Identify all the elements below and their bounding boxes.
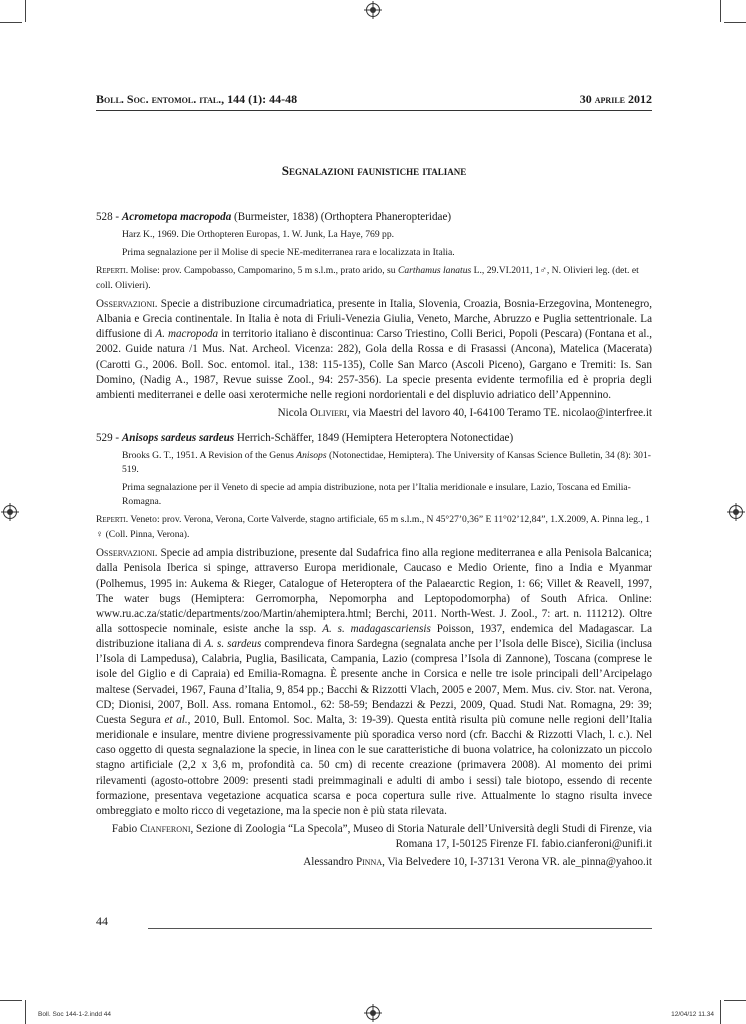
crop-mark (25, 1000, 26, 1024)
osservazioni-label: Osservazioni. (96, 297, 158, 310)
registration-mark-icon (3, 505, 17, 519)
reperti-paragraph: Reperti. Veneto: prov. Verona, Verona, Corte Valverde, stagno artificiale, 65 m s.l.m., N 45°27’0,36” E 11°02’12,84”, 1.X.2009, A. Pinna leg., 1 ♀ (Coll. Pinna, Verona). (96, 514, 650, 540)
header-rule (96, 110, 652, 111)
registration-mark-icon (729, 505, 743, 519)
species-name: Acrometopa macropoda (121, 211, 232, 223)
species-name: Anisops sardeus sardeus (121, 432, 235, 445)
entry-number: 528 - (96, 211, 122, 223)
species-authority: Herrich-Schäffer, 1849 (Hemiptera Heteroptera Notonectidae) (234, 432, 514, 445)
author-surname: Olivieri (310, 407, 347, 420)
author-line: Nicola Olivieri, via Maestri del lavoro 40, I-64100 Teramo TE. nicolao@interfree.it (277, 407, 652, 420)
crop-mark (25, 0, 26, 22)
entry-528 (96, 210, 652, 421)
author-surname: Pinna (355, 856, 383, 869)
crop-mark (720, 1000, 721, 1024)
article-body (96, 210, 652, 870)
entry-heading (96, 431, 652, 446)
registration-mark-icon (366, 1006, 380, 1020)
species-authority: (Burmeister, 1838) (Orthoptera Phaneropteridae) (231, 211, 452, 223)
osservazioni-label: Osservazioni. (96, 547, 158, 560)
slug-datetime: 12/04/12 11.34 (671, 1011, 714, 1018)
crop-mark (0, 1000, 22, 1001)
reperti-paragraph: Reperti. Molise: prov. Campobasso, Campomarino, 5 m s.l.m., prato arido, su Carthamus lanatus L., 29.VI.2011, 1♂, N. Olivieri leg. (det. et coll. Olivieri). (96, 265, 639, 291)
page-number: 44 (96, 914, 108, 928)
journal-citation: Boll. Soc. entomol. ital., 144 (1): 44-48 (96, 92, 298, 106)
crop-mark (720, 0, 721, 22)
plant-name: Carthamus lanatus (397, 265, 472, 277)
reference: Harz K., 1969. Die Orthopteren Europas, 1. W. Junk, La Haye, 769 pp. (122, 229, 395, 241)
crop-mark (0, 22, 22, 23)
reperti-label: Reperti. (96, 265, 129, 277)
entry-number: 529 - (96, 432, 122, 445)
issue-date: 30 aprile 2012 (579, 92, 652, 106)
entry-heading (96, 210, 652, 225)
record-summary: Prima segnalazione per il Veneto di specie ad ampia distribuzione, nota per l’Italia meridionale e insulare, Lazio, Toscana ed Emilia-Romagna. (122, 482, 631, 508)
registration-mark-icon (366, 3, 380, 17)
osservazioni-paragraph: Osservazioni. Specie ad ampia distribuzione, presente dal Sudafrica fino alla regione mediterranea e alla Penisola Balcanica; dalla Penisola Iberica si spinge, attraverso Europa meridionale, Caucaso e Medio Oriente, fino a India e Myanmar (Polhemus, 1995 in: Aukema & Rieger, Catalogue of Heteroptera of the Palaearctic Region, 1: 66; Villet & Reavell, 1997, The water bugs (Hemiptera: Gerromorpha, Nepomorpha and Leptopodomorpha) of South Africa. Online: www.ru.ac.za/static/departments/zoo/Martin/ahemiptera.html; Berchi, 2011. North-West. J. Zool., 7: art. n. 111212). Oltre alla sottospecie nominale, esiste anche la ssp. A. s. madagascariensis Poisson, 1937, endemica del Madagascar. La distribuzione italiana di A. s. sardeus comprendeva finora Sardegna (segnalata anche per l’Isola delle Bisce), Sicilia (inclusa l’Isola di Lampedusa), Calabria, Puglia, Basilicata, Campania, Lazio (compresa l’Isola di Zannone), Toscana (comprese le isole del Giglio e di Capraia) ed Emilia-Romagna. È presente anche in Corsica e nelle tre isole principali dell’Arcipelago maltese (Servadei, 1967, Fauna d’Italia, 9, 854 pp.; Bacchi & Rizzotti Vlach, 2005 e 2007, Mem. Mus. civ. Stor. nat. Verona, CD; Dionisi, 2007, Boll. Ass. romana Entomol., 62: 58-59; Bendazzi & Pezzi, 2009, Quad. Studi Nat. Romagna, 29: 39; Cuesta Segura et al., 2010, Bull. Entomol. Soc. Malta, 3: 19-39). Questa entità risulta più comune nelle regioni dell’Italia meridionale e insulare, mentre diviene progressivamente più sporadica verso nord (cfr. Bacchi & Rizzotti Vlach, l. c.). Nel caso oggetto di questa segnalazione la specie, in linea con le sue caratteristiche di buona volatrice, ha colonizzato un piccolo stagno artificiale (2,2 x 3,6 m, profondità ca. 50 cm) di recente creazione (primavera 2008). Al momento dei primi rilevamenti (agosto-ottobre 2009: presenti stadi preimmaginali e adulti di ambo i sessi) tale biotopo, essendo di recente formazione, presentava vegetazione acquatica scarsa e poca copertura sulle rive. Attualmente lo stagno risulta invece ombreggiato e molto ricco di vegetazione, ma la specie non è più stata rilevata. (96, 547, 652, 817)
record-summary: Prima segnalazione per il Molise di specie NE-mediterranea rara e localizzata in Italia. (122, 247, 455, 259)
author-line: Fabio Cianferoni, Sezione di Zoologia “La Specola”, Museo di Storia Naturale dell’Università degli Studi di Firenze, via Romana 17, I-50125 Firenze FI. fabio.cianferoni@unifi.it (111, 823, 652, 851)
crop-mark (724, 22, 746, 23)
crop-mark (724, 1000, 746, 1001)
section-title: Segnalazioni faunistiche italiane (281, 163, 467, 178)
osservazioni-paragraph: Osservazioni. Specie a distribuzione circumadriatica, presente in Italia, Slovenia, Croazia, Bosnia-Erzegovina, Montenegro, Albania e Grecia continentale. In Italia è nota di Friuli-Venezia Giulia, Veneto, Marche, Abruzzo e Puglia settentrionale. La diffusione di A. macropoda in territorio italiano è discontinua: Carso Triestino, Colli Berici, Popoli (Pescara) (Fontana et al., 2002. Guide natura /1 Mus. Nat. Archeol. Vicenza: 282), Gola della Rossa e di Frasassi (Ancona), Matelica (Macerata) (Carotti G., 2006. Boll. Soc. entomol. ital., 138: 115-135), Colle San Marco (Ascoli Piceno), Gargano e Tremiti: Is. San Domino, (Nadig A., 1987, Revue suisse Zool., 94: 257-356). La specie presenta evidente termofilia ed è propria degli ambienti mediterranei e delle oasi xerotermiche nelle regioni nordorientali e del displuvio adriatico dell’Appennino. (96, 297, 652, 401)
slug-filename: Boll. Soc 144-1-2.indd 44 (38, 1011, 111, 1018)
author-line: Alessandro Pinna, Via Belvedere 10, I-37131 Verona VR. ale_pinna@yahoo.it (303, 856, 652, 869)
author-surname: Cianferoni (139, 823, 191, 835)
reference: Brooks G. T., 1951. A Revision of the Genus Anisops (Notonectidae, Hemiptera). The University of Kansas Science Bulletin, 34 (8): 301-519. (122, 450, 651, 476)
entry-529 (96, 431, 652, 870)
footer-rule (148, 928, 652, 929)
reperti-label: Reperti. (96, 514, 129, 526)
